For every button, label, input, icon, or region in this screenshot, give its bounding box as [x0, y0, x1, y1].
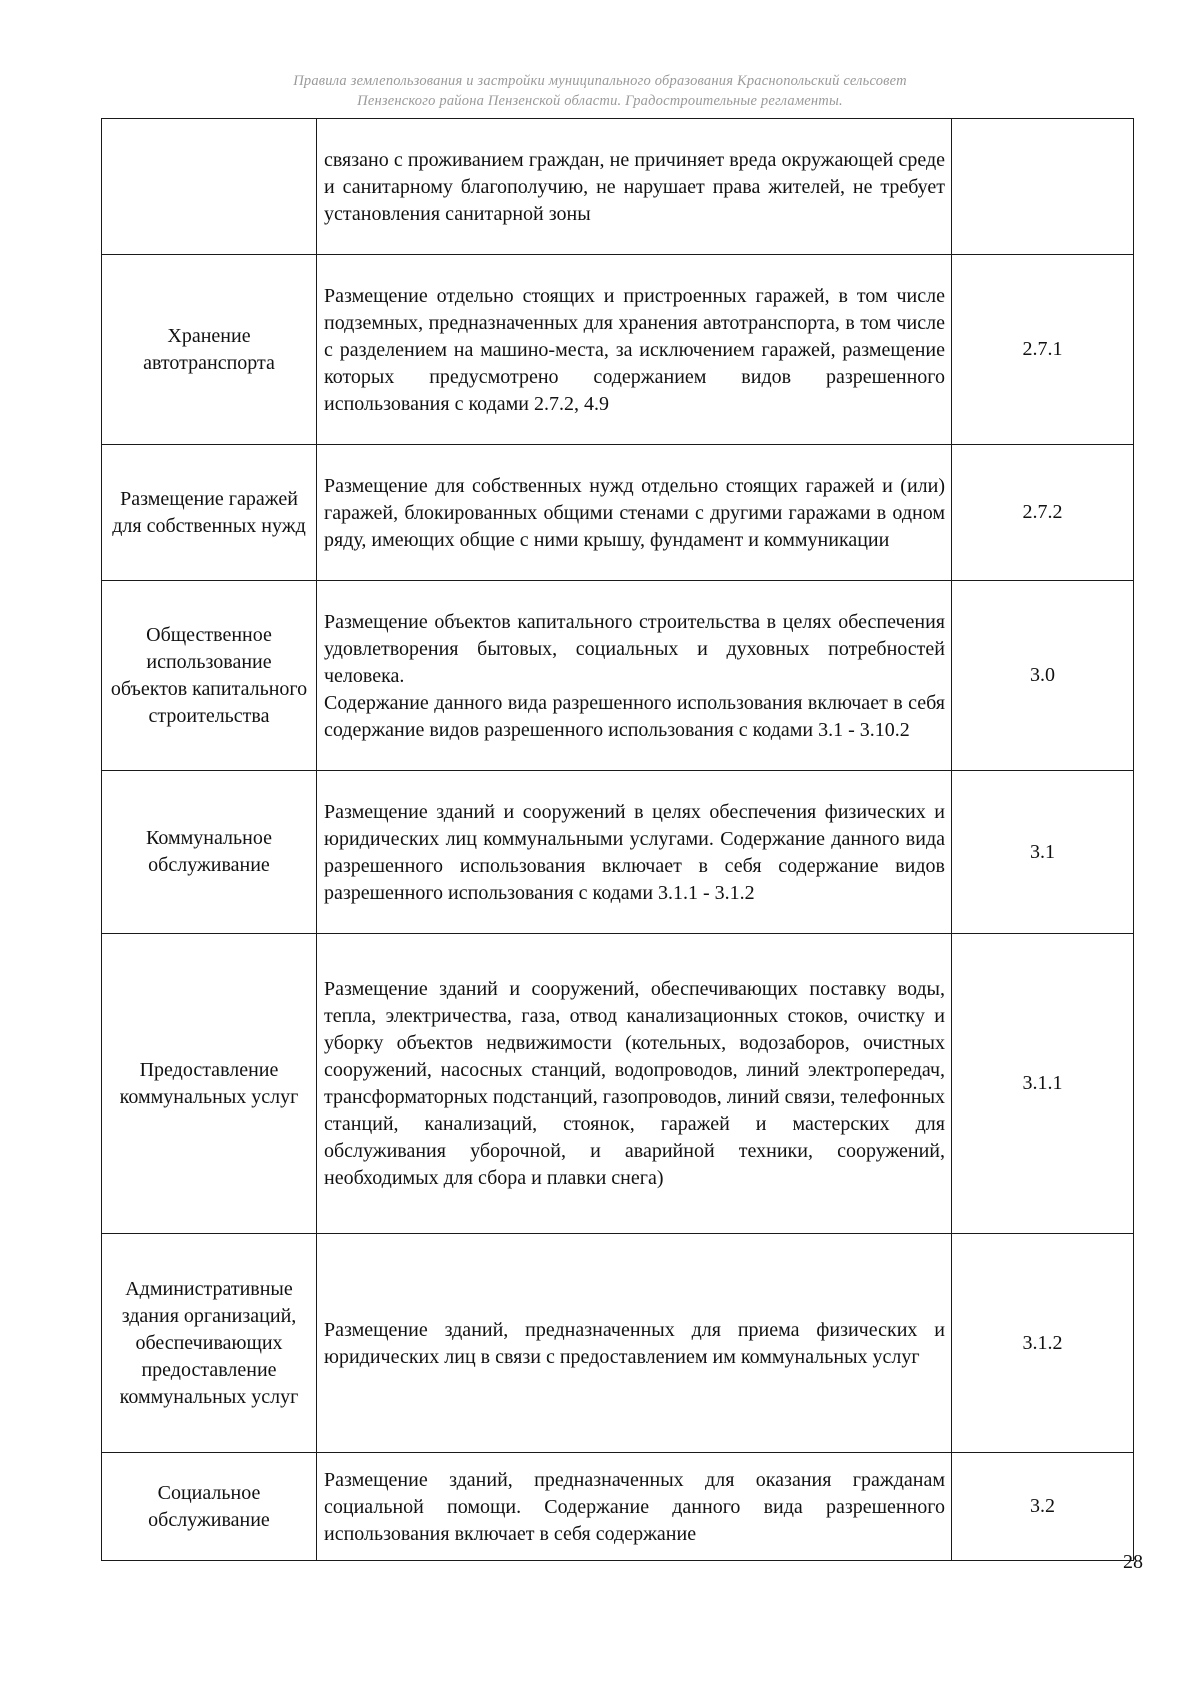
running-header-line-2: Пензенского района Пензенской области. Градостроительные регламенты. [357, 93, 843, 109]
page-number: 28 [1123, 1551, 1143, 1573]
description-paragraph: Размещение для собственных нужд отдельно стоящих гаражей и (или) гаражей, блокированных общими стенами с другими гаражами в одном ряду, имеющих общие с ними крышу, фундамент и коммуникации [324, 474, 945, 551]
use-name-cell [102, 119, 317, 255]
description-paragraph: Размещение зданий и сооружений в целях обеспечения физических и юридических лиц коммунальными услугами. Содержание данного вида разрешенного использования включает в себя содержание видов разрешенного использования с кодами 3.1.1 - 3.1.2 [324, 800, 945, 904]
table-row [102, 445, 1134, 581]
use-name-cell: Хранение автотранспорта [102, 255, 317, 445]
use-description-cell [317, 255, 952, 445]
description-paragraph: Размещение зданий, предназначенных для приема физических и юридических лиц в связи с предоставлением им коммунальных услуг [324, 1318, 945, 1368]
running-header-line-1: Правила землепользования и застройки муниципального образования Краснопольский сельсовет [293, 73, 907, 89]
use-description-cell [317, 934, 952, 1234]
use-code-cell: 3.1.2 [952, 1234, 1134, 1453]
description-paragraph: Размещение объектов капитального строительства в целях обеспечения удовлетворения бытовых, социальных и духовных потребностей человека. [324, 610, 945, 687]
use-name-cell: Коммунальное обслуживание [102, 771, 317, 934]
use-code-cell: 3.1 [952, 771, 1134, 934]
description-paragraph: Содержание данного вида разрешенного использования включает в себя содержание видов разрешенного использования с кодами 3.1 - 3.10.2 [324, 691, 945, 741]
table-row [102, 581, 1134, 771]
description-paragraph: Размещение отдельно стоящих и пристроенных гаражей, в том числе подземных, предназначенных для хранения автотранспорта, в том числе с разделением на машино-места, за исключением гаражей, размещение которых предусмотрено содержанием видов разрешенного использования с кодами 2.7.2, 4.9 [324, 284, 945, 415]
use-description-cell [317, 1453, 952, 1561]
table-row [102, 255, 1134, 445]
use-description-cell [317, 1234, 952, 1453]
table-row [102, 771, 1134, 934]
use-description-cell [317, 445, 952, 581]
use-code-cell: 3.1.1 [952, 934, 1134, 1234]
description-paragraph: Размещение зданий и сооружений, обеспечивающих поставку воды, тепла, электричества, газа, отвод канализационных стоков, очистку и уборку объектов недвижимости (котельных, водозаборов, очистных сооружений, насосных станций, водопроводов, линий электропередач, трансформаторных подстанций, газопроводов, линий связи, телефонных станций, канализаций, стоянок, гаражей и мастерских для обслуживания уборочной, и аварийной техники, сооружений, необходимых для сбора и плавки снега) [324, 978, 945, 1189]
use-code-cell: 2.7.2 [952, 445, 1134, 581]
table-row [102, 1234, 1134, 1453]
table-row [102, 119, 1134, 255]
table-row [102, 934, 1134, 1234]
use-name-cell: Социальное обслуживание [102, 1453, 317, 1561]
use-code-cell: 3.0 [952, 581, 1134, 771]
use-code-cell: 2.7.1 [952, 255, 1134, 445]
use-name-cell: Административные здания организаций, обеспечивающих предоставление коммунальных услуг [102, 1234, 317, 1453]
running-header [100, 71, 1100, 111]
use-code-cell [952, 119, 1134, 255]
description-paragraph: связано с проживанием граждан, не причиняет вреда окружающей среде и санитарному благополучию, не нарушает права жителей, не требует установления санитарной зоны [324, 148, 945, 225]
table-row [102, 1453, 1134, 1561]
use-code-cell: 3.2 [952, 1453, 1134, 1561]
description-paragraph: Размещение зданий, предназначенных для оказания гражданам социальной помощи. Содержание данного вида разрешенного использования включает в себя содержание [324, 1468, 945, 1545]
use-name-cell: Предоставление коммунальных услуг [102, 934, 317, 1234]
use-description-cell [317, 581, 952, 771]
use-description-cell [317, 771, 952, 934]
use-description-cell [317, 119, 952, 255]
use-name-cell: Размещение гаражей для собственных нужд [102, 445, 317, 581]
use-name-cell: Общественное использование объектов капитального строительства [102, 581, 317, 771]
land-use-table [101, 118, 1134, 1561]
